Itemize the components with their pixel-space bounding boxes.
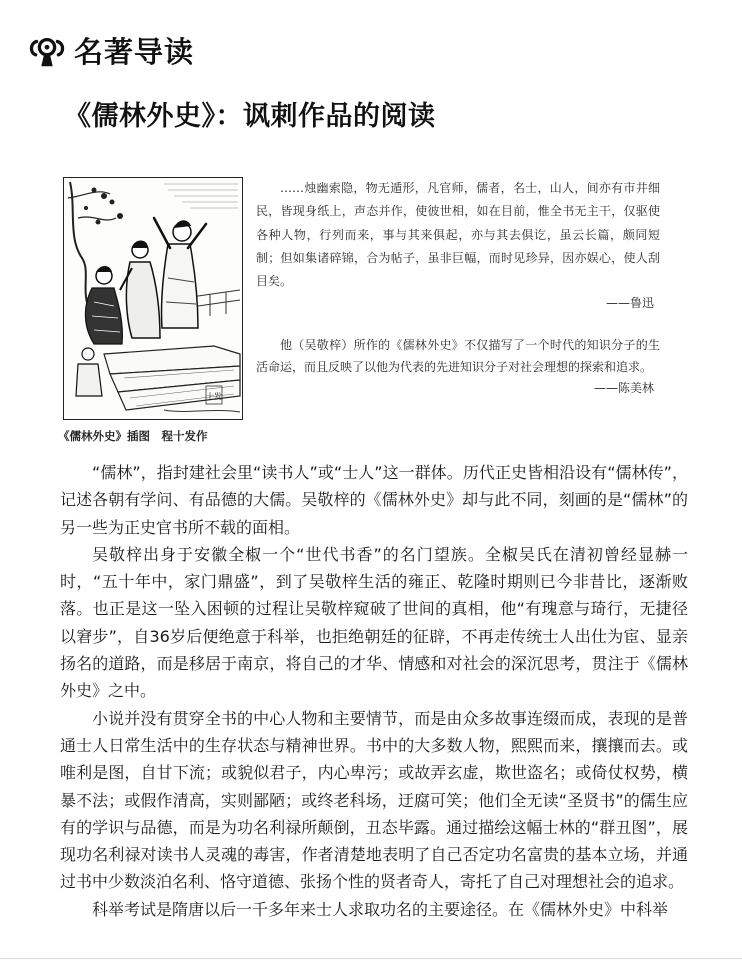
quote-text: 他（吴敬梓）所作的《儒林外史》不仅描写了一个时代的知识分子的生活命运，而且反映了以他为代表的先进知识分子对社会理想的探索和追求。 [256, 338, 660, 374]
article-body [60, 459, 688, 923]
body-paragraph: 吴敬梓出身于安徽全椒一个“世代书香”的名门望族。全椒吴氏在清初曾经显赫一时，“五十年中，家门鼎盛”，到了吴敬梓生活的雍正、乾隆时期则已今非昔比，逐渐败落。也正是这一坠入困顿的过程让吴敬梓窥破了世间的真相，他“有瑰意与琦行，无捷径以窘步”，自36岁后便绝意于科举，也拒绝朝廷的征辟，不再走传统士人出仕为宦、显亲扬名的道路，而是移居于南京，将自己的才华、情感和对社会的深沉思考，贯注于《儒林外史》之中。 [60, 544, 688, 701]
illustration-caption: 《儒林外史》插图 程十发作 [58, 429, 208, 443]
quote-luxun [256, 177, 660, 313]
quote-author: ——陈美林 [593, 381, 654, 395]
section-title: 名著导读 [74, 35, 195, 69]
woodcut-illustration-icon [64, 178, 242, 419]
body-paragraph: 科举考试是隋唐以后一千多年来士人求取功名的主要途径。在《儒林外史》中科举 [92, 899, 669, 919]
illustration [63, 177, 243, 420]
body-paragraph: “儒林”，指封建社会里“读书人”或“士人”这一群体。历代正史皆相沿设有“儒林传”，记述各朝有学问、有品德的大儒。吴敬梓的《儒林外史》却与此不同，刻画的是“儒林”的另一些为正史官书所不载的面相。 [60, 463, 688, 537]
section-header [28, 30, 194, 71]
quote-author: ——鲁迅 [605, 296, 654, 311]
body-paragraph: 小说并没有贯穿全书的中心人物和主要情节，而是由众多故事连缀而成，表现的是普通士人日常生活中的生存状态与精神世界。书中的大多数人物，熙熙而来，攘攘而去。或唯利是图，自甘下流；或貌似君子，内心卑污；或故弄玄虚，欺世盗名；或倚仗权势，横暴不法；或假作清高，实则鄙陋；或终老科场，迂腐可笑；他们全无读“圣贤书”的儒生应有的学识与品德，而是为功名利禄所颠倒，丑态毕露。通过描绘这幅士林的“群丑图”，展现功名利禄对读书人灵魂的毒害，作者清楚地表明了自己否定功名富贵的基本立场，并通过书中少数淡泊名利、恪守道德、张扬个性的贤者奇人，寄托了自己对理想社会的追求。 [60, 708, 688, 892]
page-edge-divider [0, 958, 742, 959]
illustration-seal: 十发 [206, 392, 222, 401]
article-title: 《儒林外史》：讽刺作品的阅读 [64, 101, 436, 132]
reading-head-icon [28, 32, 66, 70]
quote-text: ……烛幽索隐，物无遁形，凡官师，儒者，名士，山人，间亦有市井细民，皆现身纸上，声态并作，使彼世相，如在目前，惟全书无主干，仅驱使各种人物，行列而来，事与其来俱起，亦与其去俱讫，虽云长篇，颇同短制；但如集诸碎锦，合为帖子，虽非巨幅，而时见珍异，因亦娱心，使人刮目矣。 [256, 181, 660, 289]
quote-chenmeilin [256, 334, 660, 398]
